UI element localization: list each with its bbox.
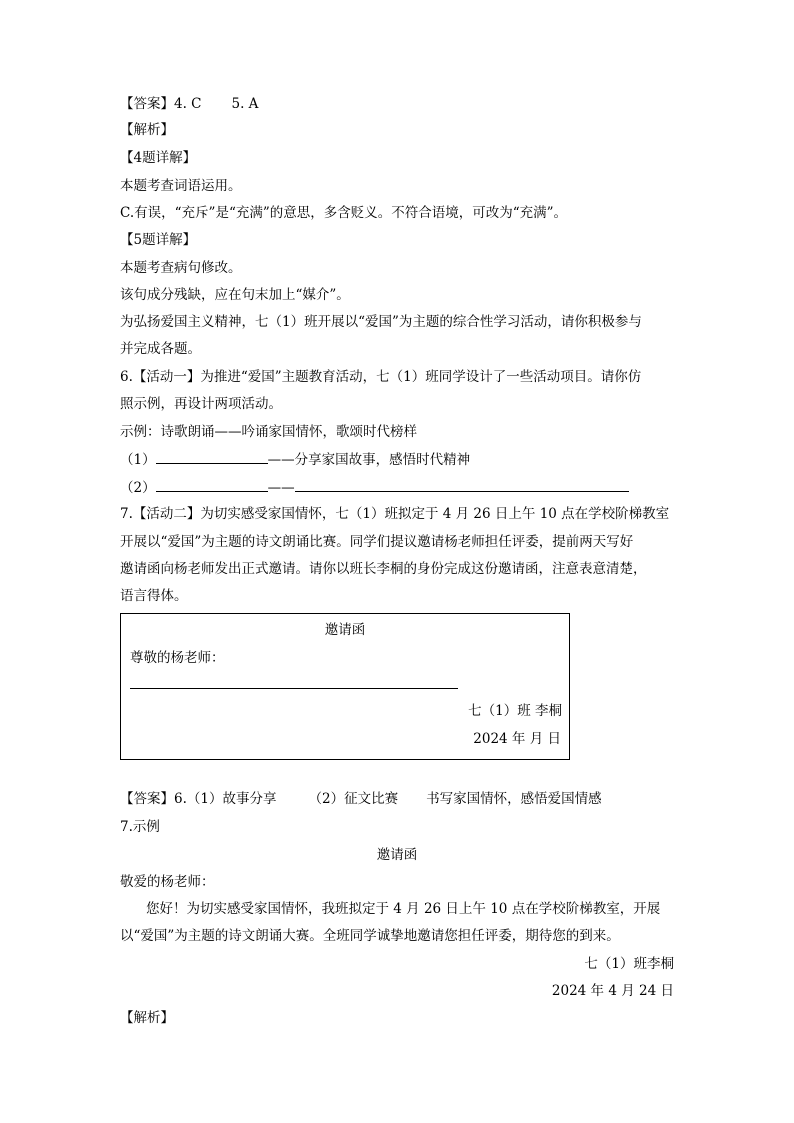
- q6-item2-dash: ——: [267, 480, 295, 496]
- q5-detail-line2: 该句成分残缺，应在句末加上“媒介”。: [120, 287, 350, 303]
- q4-detail-line2: C.有误，“充斥”是“充满”的意思，多含贬义。不符合语境，可改为“充满”。: [120, 205, 568, 221]
- q6-item1-dash: ——: [267, 452, 295, 468]
- sample-body1: 您好！为切实感受家国情怀，我班拟定于 4 月 26 日上午 10 点在学校阶梯教室，开展: [146, 901, 661, 917]
- intro-line1: 为弘扬爱国主义精神，七（1）班开展以“爱国”为主题的综合性学习活动，请你积极参与: [120, 314, 642, 330]
- sample-title: 邀请函: [376, 847, 418, 863]
- q7-line2: 开展以“爱国”为主题的诗文朗诵比赛。同学们提议邀请杨老师担任评委，提前两天写好: [120, 534, 634, 550]
- analysis-label: 【解析】: [120, 122, 174, 138]
- q6-item2: [120, 477, 629, 497]
- answer-6-2: （2）征文比赛: [308, 791, 399, 807]
- analysis-label-2: 【解析】: [120, 1010, 174, 1026]
- sample-greeting: 敬爱的杨老师：: [120, 874, 215, 890]
- q6-example: 示例：诗歌朗诵——吟诵家国情怀，歌颂时代榜样: [120, 424, 417, 440]
- q6-item2-blank1[interactable]: [156, 477, 268, 492]
- q6-item1: [120, 449, 470, 469]
- q6-item1-blank[interactable]: [156, 449, 268, 464]
- invitation-date: 2024 年 月 日: [473, 731, 561, 747]
- answer-6-2b: 书写家国情怀，感悟爱国情感: [426, 791, 602, 807]
- sample-signature: 七（1）班李桐: [584, 956, 674, 972]
- q6-item2-num: （2）: [120, 480, 156, 496]
- invitation-title: 邀请函: [324, 622, 366, 638]
- q6-item1-num: （1）: [120, 452, 156, 468]
- q4-detail-label: 【4题详解】: [120, 150, 197, 166]
- q5-detail-line1: 本题考查病句修改。: [120, 260, 242, 276]
- q6-item2-blank2[interactable]: [295, 477, 629, 492]
- sample-body2: 以“爱国”为主题的诗文朗诵大赛。全班同学诚挚地邀请您担任评委，期待您的到来。: [120, 928, 620, 944]
- invitation-box: [120, 613, 570, 760]
- answer-line-2: [120, 789, 602, 809]
- q6-line1: 6.【活动一】为推进“爱国”主题教育活动，七（1）班同学设计了一些活动项目。请你仿: [120, 369, 642, 385]
- invitation-greeting: 尊敬的杨老师：: [130, 650, 225, 666]
- answer-4: 4. C: [174, 96, 202, 112]
- answer-7-label: 7.示例: [120, 819, 160, 835]
- q7-line1: 7.【活动二】为切实感受家国情怀，七（1）班拟定于 4 月 26 日上午 10 点在学校阶梯教室: [120, 506, 670, 522]
- q6-line2: 照示例，再设计两项活动。: [120, 396, 282, 412]
- q7-line4: 语言得体。: [120, 588, 188, 604]
- sample-date: 2024 年 4 月 24 日: [551, 983, 674, 999]
- q7-line3: 邀请函向杨老师发出正式邀请。请你以班长李桐的身份完成这份邀请函，注意表意清楚，: [120, 561, 647, 577]
- answer-line-1: [120, 94, 258, 114]
- q6-item1-text: 分享家国故事，感悟时代精神: [294, 452, 471, 468]
- answer2-label: 【答案】: [120, 791, 174, 807]
- invitation-signature: 七（1）班 李桐: [468, 703, 562, 719]
- intro-line2: 并完成各题。: [120, 341, 201, 357]
- q5-detail-label: 【5题详解】: [120, 232, 197, 248]
- answer-6-1: 6.（1）故事分享: [174, 791, 277, 807]
- answer-5: 5. A: [231, 96, 259, 112]
- q4-detail-line1: 本题考查词语运用。: [120, 178, 242, 194]
- invitation-blank-line[interactable]: [130, 688, 458, 689]
- answer-label: 【答案】: [120, 96, 174, 112]
